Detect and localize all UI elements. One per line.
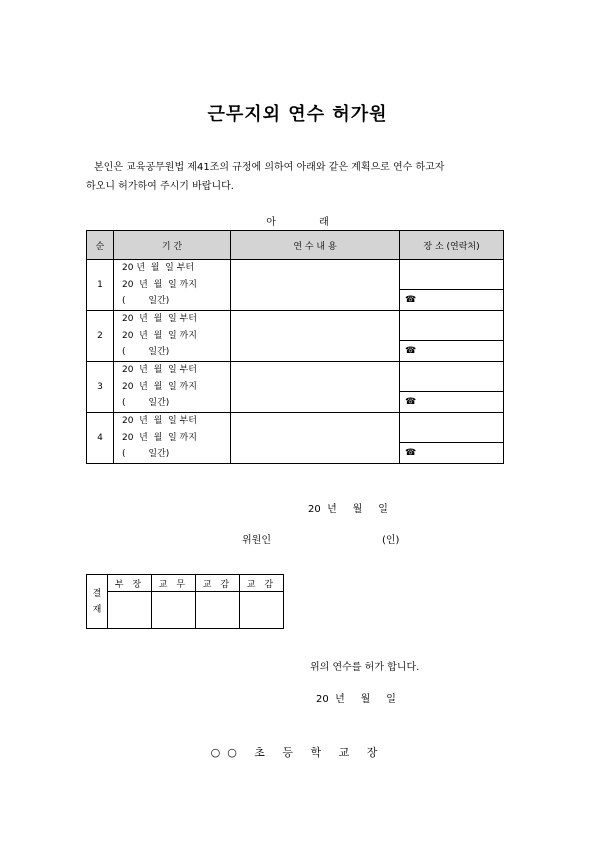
period-to: 20 년 월 일 까지 bbox=[122, 381, 197, 392]
intro-line-1: 본인은 교육공무원법 제41조의 규정에 의하여 아래와 같은 계획으로 연수 하고자 bbox=[94, 162, 445, 173]
approval-header-vice-principal-2: 교 감 bbox=[240, 575, 284, 592]
table-row bbox=[87, 260, 504, 290]
row-number: 4 bbox=[87, 413, 114, 464]
period-cell bbox=[114, 362, 231, 413]
phone-icon: ☎ bbox=[400, 443, 504, 464]
period-to: 20 년 월 일 까지 bbox=[122, 279, 197, 290]
place-cell[interactable] bbox=[400, 311, 504, 341]
period-to: 20 년 월 일 까지 bbox=[122, 330, 197, 341]
signature-box[interactable] bbox=[196, 592, 240, 629]
table-row bbox=[87, 362, 504, 392]
period-from: 20 년 월 일 부터 bbox=[122, 263, 195, 274]
period-days: ( 일간) bbox=[122, 296, 170, 307]
approval-side-char-2: 재 bbox=[92, 604, 102, 615]
header-period: 기 간 bbox=[114, 231, 231, 260]
period-cell bbox=[114, 413, 231, 464]
period-days: ( 일간) bbox=[122, 398, 170, 409]
period-from: 20 년 월 일 부터 bbox=[122, 416, 197, 427]
period-from: 20 년 월 일 부터 bbox=[122, 314, 197, 325]
period-to: 20 년 월 일 까지 bbox=[122, 432, 197, 443]
approval-side-char-1: 결 bbox=[92, 588, 102, 599]
period-from: 20 년 월 일 부터 bbox=[122, 365, 197, 376]
intro-paragraph bbox=[86, 158, 526, 196]
permission-text: 위의 연수를 허가 합니다. bbox=[310, 662, 420, 673]
period-cell bbox=[114, 260, 231, 311]
approval-header-dept-head: 부 장 bbox=[108, 575, 152, 592]
content-cell[interactable] bbox=[231, 413, 400, 464]
content-cell[interactable] bbox=[231, 311, 400, 362]
intro-line-2: 하오니 허가하여 주시기 바랍니다. bbox=[86, 181, 234, 192]
signature-box[interactable] bbox=[152, 592, 196, 629]
content-cell[interactable] bbox=[231, 260, 400, 311]
header-content: 연 수 내 용 bbox=[231, 231, 400, 260]
table-row bbox=[87, 311, 504, 341]
application-date: 20 년 월 일 bbox=[308, 504, 388, 515]
place-cell[interactable] bbox=[400, 413, 504, 443]
signature-box[interactable] bbox=[240, 592, 284, 629]
section-label: 아 래 bbox=[266, 217, 329, 228]
place-cell[interactable] bbox=[400, 260, 504, 290]
approval-header-vice-principal: 교 감 bbox=[196, 575, 240, 592]
period-cell bbox=[114, 311, 231, 362]
school-principal: ○○ 초 등 학 교 장 bbox=[210, 746, 385, 759]
applicant-label: 위원인 bbox=[242, 535, 271, 546]
approval-table bbox=[86, 574, 284, 629]
place-cell[interactable] bbox=[400, 362, 504, 392]
phone-icon: ☎ bbox=[400, 290, 504, 311]
approval-header-affairs: 교 무 bbox=[152, 575, 196, 592]
training-plan-table bbox=[86, 230, 504, 464]
phone-icon: ☎ bbox=[400, 341, 504, 362]
table-header-row bbox=[87, 231, 504, 260]
table-row bbox=[87, 413, 504, 443]
header-num: 순 bbox=[87, 231, 114, 260]
row-number: 2 bbox=[87, 311, 114, 362]
signature-box[interactable] bbox=[108, 592, 152, 629]
seal-label: (인) bbox=[382, 535, 400, 546]
period-days: ( 일간) bbox=[122, 347, 170, 358]
header-place: 장 소 (연락처) bbox=[400, 231, 504, 260]
row-number: 3 bbox=[87, 362, 114, 413]
content-cell[interactable] bbox=[231, 362, 400, 413]
approval-side-label bbox=[87, 575, 108, 629]
document-title: 근무지외 연수 허가원 bbox=[207, 104, 388, 125]
row-number: 1 bbox=[87, 260, 114, 311]
period-days: ( 일간) bbox=[122, 449, 170, 460]
permission-date: 20 년 월 일 bbox=[316, 694, 396, 705]
phone-icon: ☎ bbox=[400, 392, 504, 413]
